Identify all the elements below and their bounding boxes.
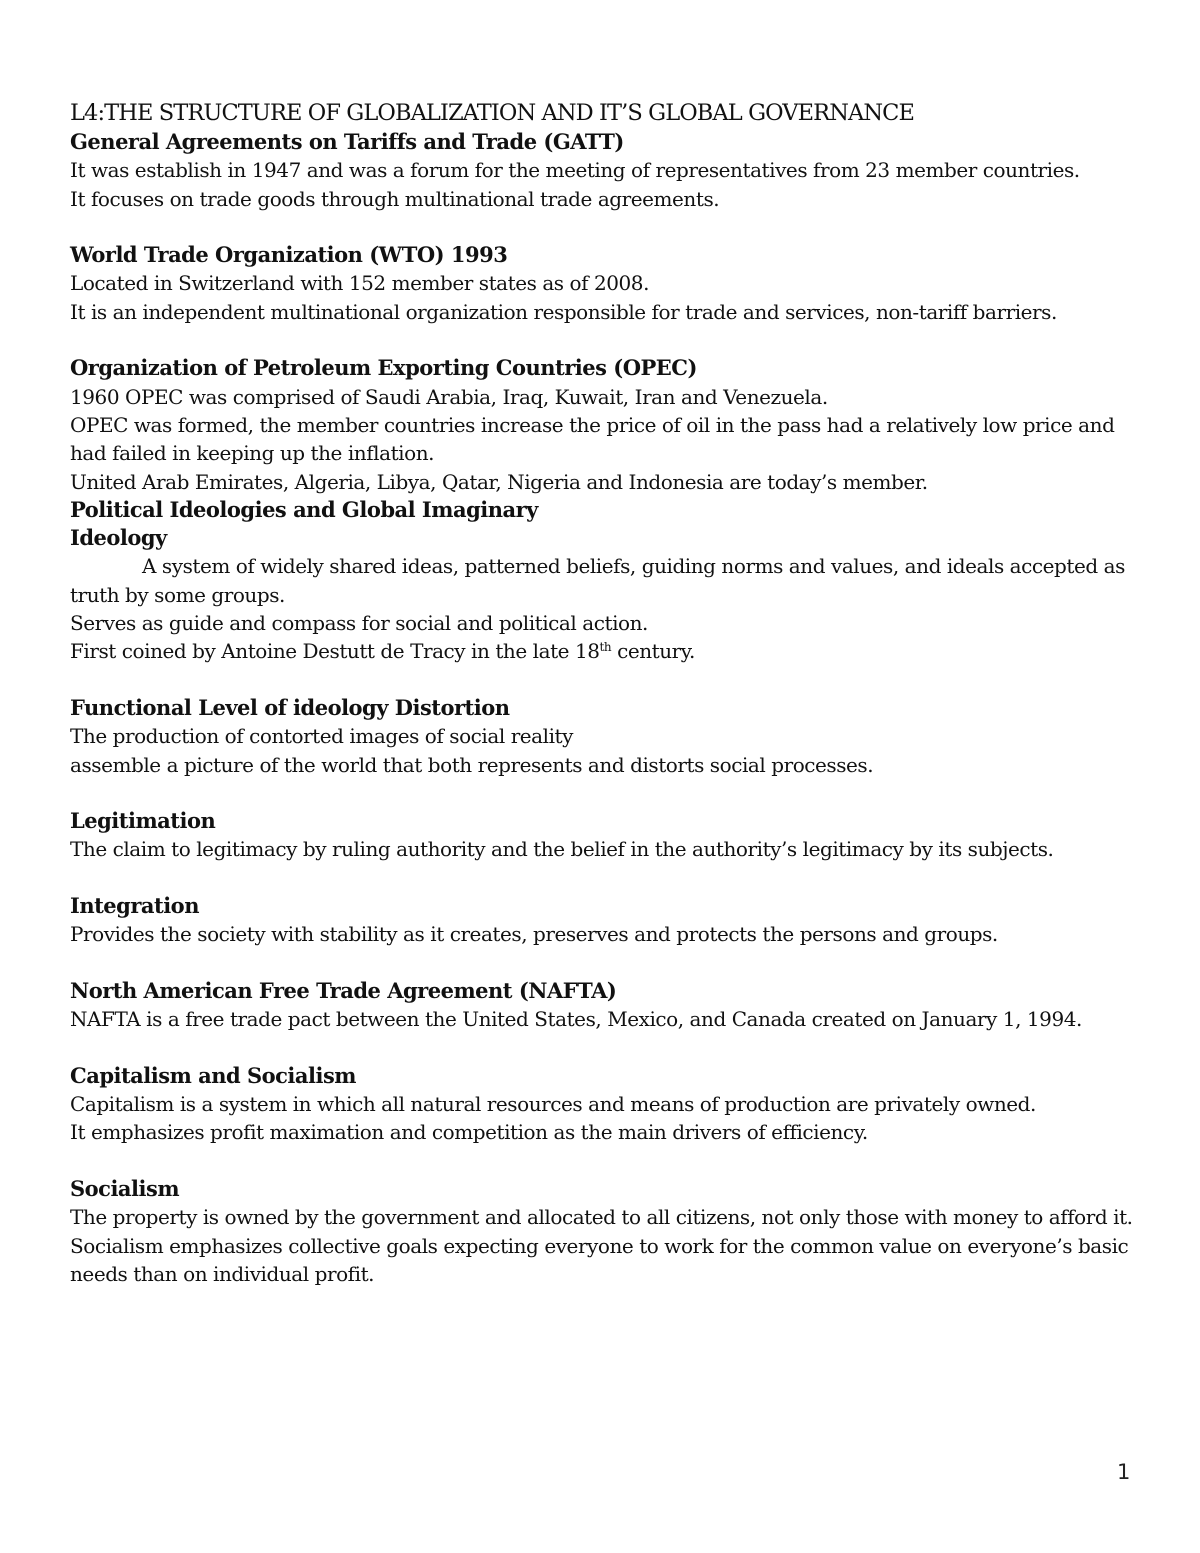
legitimation-heading: Legitimation	[70, 808, 216, 834]
gatt-paragraph-2: It focuses on trade goods through multinational trade agreements.	[70, 186, 720, 211]
distortion-heading: Functional Level of ideology Distortion	[70, 694, 510, 720]
page-number: 1	[1117, 1460, 1131, 1484]
section-gap	[70, 1147, 1135, 1175]
wto-paragraph-2: It is an independent multinational organization responsible for trade and services, non-tariff barriers.	[70, 299, 1057, 324]
wto-paragraph-1: Located in Switzerland with 152 member states as of 2008.	[70, 271, 649, 296]
section-gap	[70, 213, 1135, 241]
section-gap	[70, 326, 1135, 354]
opec-paragraph-3: United Arab Emirates, Algeria, Libya, Qatar, Nigeria and Indonesia are today’s member.	[70, 469, 928, 494]
capitalism-paragraph-1: Capitalism is a system in which all natural resources and means of production are privately owned.	[70, 1092, 1036, 1117]
ideology-paragraph-3	[70, 637, 1135, 665]
opec-paragraph-1: 1960 OPEC was comprised of Saudi Arabia, Iraq, Kuwait, Iran and Venezuela.	[70, 384, 828, 409]
opec-heading: Organization of Petroleum Exporting Countries (OPEC)	[70, 355, 697, 381]
socialism-heading: Socialism	[70, 1175, 180, 1201]
opec-paragraph-2: OPEC was formed, the member countries increase the price of oil in the pass had a relatively low price and had failed in keeping up the inflation.	[70, 412, 1115, 466]
distortion-paragraph-1: The production of contorted images of social reality	[70, 724, 573, 749]
gatt-paragraph-1: It was establish in 1947 and was a forum for the meeting of representatives from 23 member countries.	[70, 158, 1080, 183]
document-page	[70, 98, 1135, 1288]
document-title: L4:THE STRUCTURE OF GLOBALIZATION AND IT’S GLOBAL GOVERNANCE	[70, 100, 914, 126]
section-gap	[70, 779, 1135, 807]
nafta-heading: North American Free Trade Agreement (NAFTA)	[70, 977, 617, 1003]
section-gap	[70, 666, 1135, 694]
wto-heading: World Trade Organization (WTO) 1993	[70, 242, 508, 268]
capitalism-heading: Capitalism and Socialism	[70, 1062, 357, 1088]
gatt-heading: General Agreements on Tariffs and Trade (GATT)	[70, 129, 624, 154]
ideology-paragraph-2: Serves as guide and compass for social and political action.	[70, 611, 648, 636]
distortion-paragraph-2: assemble a picture of the world that both represents and distorts social processes.	[70, 752, 874, 777]
nafta-paragraph-1: NAFTA is a free trade pact between the United States, Mexico, and Canada created on January 1, 1994.	[70, 1007, 1082, 1032]
integration-paragraph-1: Provides the society with stability as it creates, preserves and protects the persons and groups.	[70, 922, 998, 947]
ideology-p3-text-end: century.	[611, 639, 695, 664]
ideology-p3-superscript: th	[599, 640, 612, 655]
section-gap	[70, 1034, 1135, 1062]
socialism-paragraph-2: Socialism emphasizes collective goals expecting everyone to work for the common value on everyone’s basic needs than on individual profit.	[70, 1233, 1129, 1286]
capitalism-paragraph-2: It emphasizes profit maximation and competition as the main drivers of efficiency.	[70, 1120, 868, 1145]
political-ideologies-heading: Political Ideologies and Global Imaginary	[70, 496, 538, 522]
ideology-paragraph-1: A system of widely shared ideas, patterned beliefs, guiding norms and values, and ideals accepted as truth by some groups.	[70, 554, 1125, 607]
ideology-heading: Ideology	[70, 525, 167, 551]
section-gap	[70, 864, 1135, 892]
section-gap	[70, 949, 1135, 977]
socialism-paragraph-1: The property is owned by the government and allocated to all citizens, not only those with money to afford it.	[70, 1205, 1133, 1230]
integration-heading: Integration	[70, 893, 199, 919]
ideology-p3-text: First coined by Antoine Destutt de Tracy in the late 18	[70, 639, 600, 664]
legitimation-paragraph-1: The claim to legitimacy by ruling authority and the belief in the authority’s legitimacy by its subjects.	[70, 837, 1054, 862]
